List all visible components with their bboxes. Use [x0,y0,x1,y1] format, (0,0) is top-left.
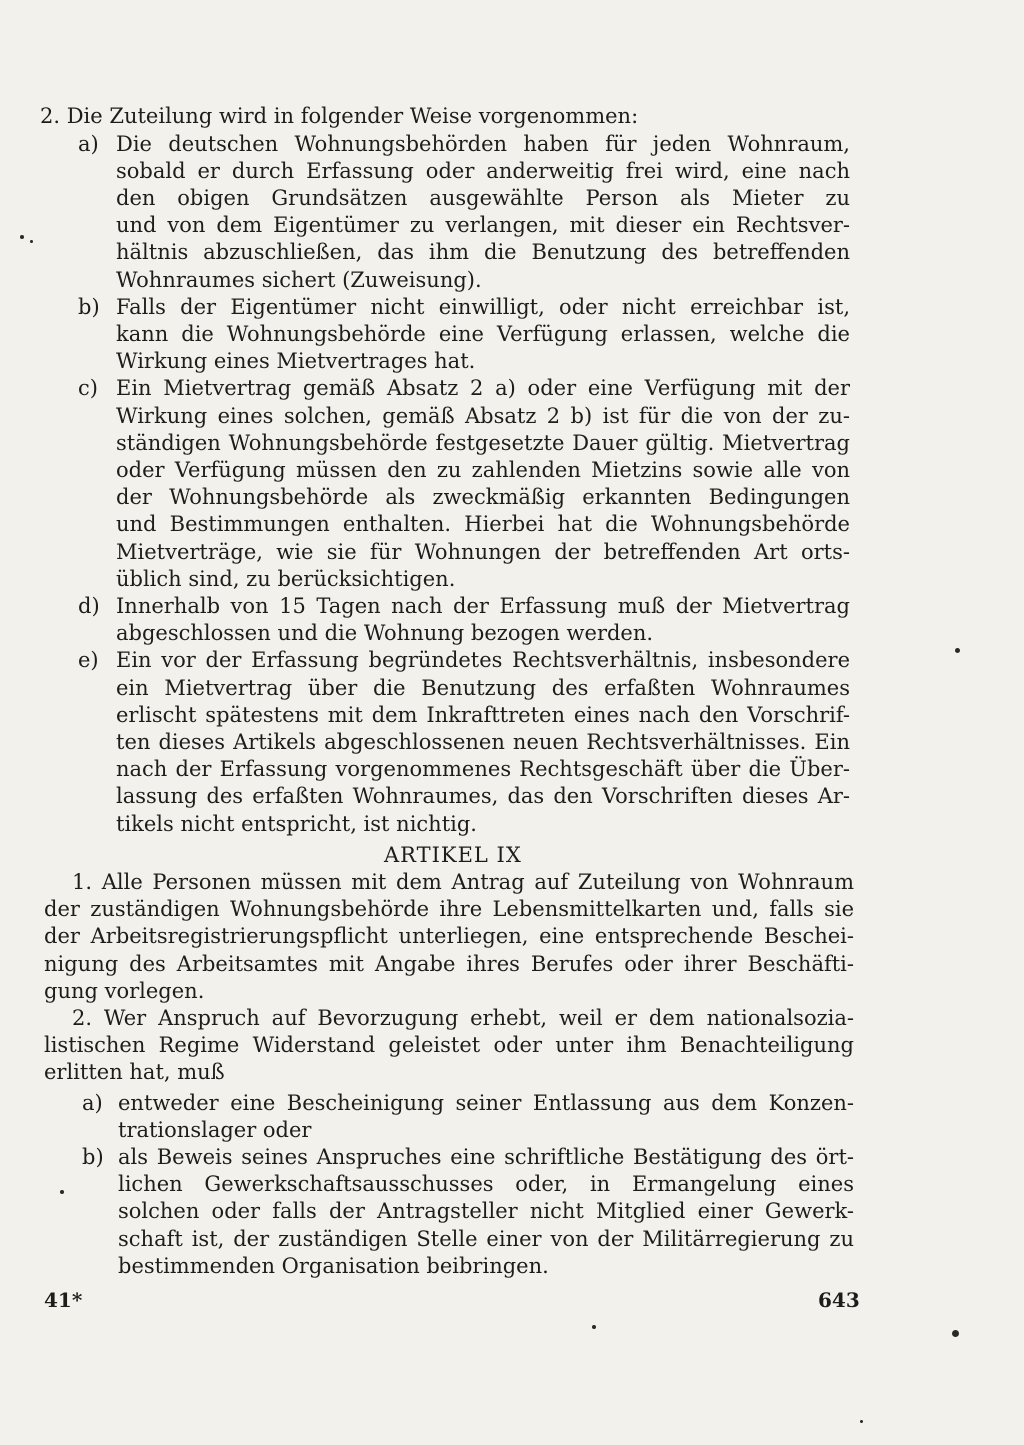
list-label-c: c) [78,376,98,401]
paragraph-line: nach der Erfassung vorgenommenes Rechtsgeschäft über die Über- [116,757,850,782]
paragraph-line: abgeschlossen und die Wohnung bezogen werden. [116,621,654,646]
list-label-a: a) [82,1090,103,1115]
paragraph-line: kann die Wohnungsbehörde eine Verfügung erlassen, welche die [116,321,850,346]
paragraph-line: ten dieses Artikels abgeschlossenen neuen Rechtsverhältnisses. Ein [116,729,850,754]
paragraph-line: Wirkung eines solchen, gemäß Absatz 2 b) ist für die von der zu- [116,403,850,428]
paragraph-line: Die deutschen Wohnungsbehörden haben für jeden Wohnraum, [116,131,850,156]
paragraph-line: gung vorlegen. [44,978,205,1003]
paragraph-line: und Bestimmungen enthalten. Hierbei hat die Wohnungsbehörde [116,512,850,537]
paragraph-line: bestimmenden Organisation beibringen. [118,1253,549,1278]
scan-speck [952,1330,959,1337]
paragraph-line: üblich sind, zu berücksichtigen. [116,566,456,591]
paragraph-line: oder Verfügung müssen den zu zahlenden Mietzins sowie alle von [116,457,850,482]
paragraph-line: 2. Wer Anspruch auf Bevorzugung erhebt, weil er dem nationalsozia- [72,1006,854,1030]
paragraph-line: listischen Regime Widerstand geleistet oder unter ihm Benachteiligung [44,1033,854,1058]
paragraph-line: lassung des erfaßten Wohnraumes, das den Vorschriften dieses Ar- [116,784,850,809]
paragraph-line: Innerhalb von 15 Tagen nach der Erfassung muß der Mietvertrag [116,593,850,618]
paragraph-line: hältnis abzuschließen, das ihm die Benutzung des betreffenden [116,240,850,265]
list-label-e: e) [78,648,99,673]
paragraph-line: trationslager oder [118,1117,312,1142]
scan-speck [955,648,960,653]
paragraph-line: schaft ist, der zuständigen Stelle einer von der Militärregierung zu [118,1226,854,1251]
paragraph-line: sobald er durch Erfassung oder anderweitig frei wird, eine nach [116,158,850,183]
paragraph-line: der zuständigen Wohnungsbehörde ihre Lebensmittelkarten und, falls sie [44,897,854,922]
page-number: 643 [818,1288,860,1312]
paragraph-line: erlischt spätestens mit dem Inkrafttreten eines nach den Vorschrif- [116,702,850,727]
section-intro: 2. Die Zuteilung wird in folgender Weise vorgenommen: [40,104,639,128]
paragraph-line: ständigen Wohnungsbehörde festgesetzte Dauer gültig. Mietvertrag [116,430,850,455]
paragraph-line: tikels nicht entspricht, ist nichtig. [116,811,477,836]
paragraph-line: Wirkung eines Mietvertrages hat. [116,349,476,374]
article-heading: ARTIKEL IX [384,843,522,867]
paragraph-line: Mietverträge, wie sie für Wohnungen der betreffenden Art orts- [116,539,850,564]
paragraph-line: als Beweis seines Anspruches eine schriftliche Bestätigung des ört- [118,1145,854,1169]
list-label-b: b) [78,294,100,319]
paragraph-line: nigung des Arbeitsamtes mit Angabe ihres Berufes oder ihrer Beschäfti- [44,951,854,976]
scan-speck [860,1420,863,1423]
paragraph-line: Falls der Eigentümer nicht einwilligt, oder nicht erreichbar ist, [116,294,850,319]
paragraph-line: Wohnraumes sichert (Zuweisung). [116,267,482,292]
paragraph-line: 1. Alle Personen müssen mit dem Antrag auf Zuteilung von Wohnraum [72,870,854,894]
paragraph-line: und von dem Eigentümer zu verlangen, mit dieser ein Rechtsver- [116,213,850,238]
scan-speck [60,1190,64,1194]
paragraph-line: erlitten hat, muß [44,1060,225,1085]
paragraph-line: der Arbeitsregistrierungspflicht unterliegen, eine entsprechende Beschei- [44,924,854,949]
paragraph-line: solchen oder falls der Antragsteller nicht Mitglied einer Gewerk- [118,1199,854,1224]
signature-mark: 41* [44,1288,83,1312]
scan-speck [592,1325,596,1329]
paragraph-line: lichen Gewerkschaftsausschusses oder, in Ermangelung eines [118,1172,854,1197]
list-label-b: b) [82,1145,104,1169]
paragraph-line: den obigen Grundsätzen ausgewählte Person als Mieter zu [116,185,850,210]
paragraph-line: Ein Mietvertrag gemäß Absatz 2 a) oder eine Verfügung mit der [116,376,850,401]
paragraph-line: Ein vor der Erfassung begründetes Rechtsverhältnis, insbesondere [116,648,850,673]
paragraph-line: entweder eine Bescheinigung seiner Entlassung aus dem Konzen- [118,1090,854,1115]
list-label-a: a) [78,131,99,156]
list-label-d: d) [78,593,100,618]
paragraph-line: ein Mietvertrag über die Benutzung des erfaßten Wohnraumes [116,675,850,700]
scan-speck [30,240,33,243]
paragraph-line: der Wohnungsbehörde als zweckmäßig erkannten Bedingungen [116,485,850,510]
scan-speck [20,235,24,239]
